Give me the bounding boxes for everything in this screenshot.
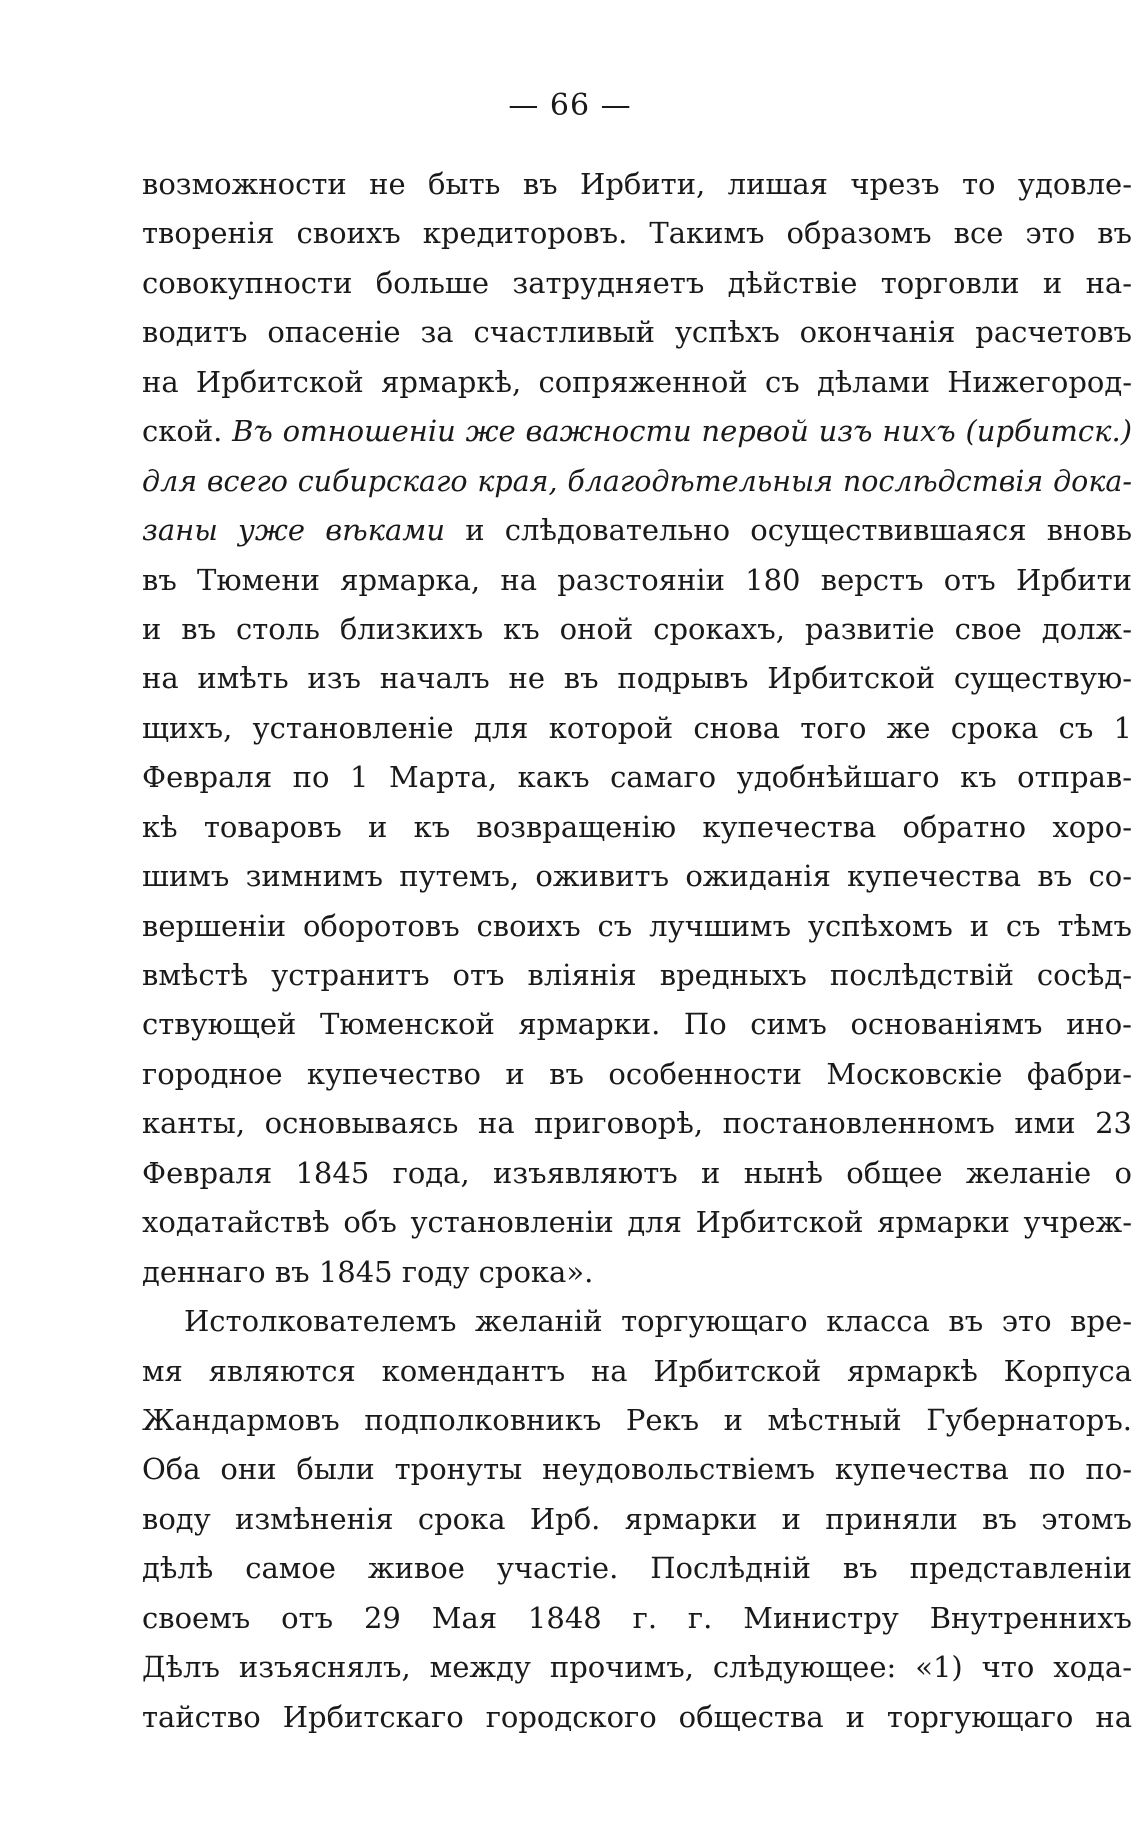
text-line: на Ирбитской ярмаркѣ, сопряженной съ дѣлами Нижегород-	[142, 364, 1132, 399]
text-line: канты, основываясь на приговорѣ, постановленномъ ими 23	[142, 1106, 1132, 1141]
text-run: ской.	[142, 414, 233, 449]
body-text	[142, 160, 1132, 1742]
text-line: Оба они были тронуты неудовольствіемъ купечества по по-	[142, 1452, 1132, 1487]
text-line: Февраля по 1 Марта, какъ самаго удобнѣйшаго къ отправ-	[142, 760, 1132, 795]
text-line: на имѣть изъ началъ не въ подрывъ Ирбитской существую-	[142, 661, 1132, 696]
text-line: своемъ отъ 29 Мая 1848 г. г. Министру Внутреннихъ	[142, 1600, 1132, 1635]
text-line: Февраля 1845 года, изъявляютъ и нынѣ общее желаніе о	[142, 1155, 1132, 1190]
text-line: и въ столь близкихъ къ оной срокахъ, развитіе свое долж-	[142, 611, 1132, 646]
italic-run: заны уже вѣками	[142, 513, 446, 548]
text-line: дѣлѣ самое живое участіе. Послѣдній въ представленіи	[142, 1551, 1132, 1586]
paragraph	[142, 1297, 1132, 1742]
text-line: въ Тюмени ярмарка, на разстояніи 180 верстъ отъ Ирбити	[142, 562, 1132, 597]
text-line: Дѣлъ изъяснялъ, между прочимъ, слѣдующее: «1) что хода-	[142, 1650, 1132, 1685]
text-line: Жандармовъ подполковникъ Рекъ и мѣстный Губернаторъ.	[142, 1402, 1132, 1437]
text-line: тайство Ирбитскаго городского общества и торгующаго на	[142, 1699, 1132, 1734]
text-line: водитъ опасеніе за счастливый успѣхъ окончанія расчетовъ	[142, 315, 1132, 350]
page-number: — 66 —	[508, 88, 632, 123]
text-run: и слѣдовательно осуществившаяся вновь	[445, 513, 1132, 548]
text-line: Истолкователемъ желаній торгующаго класса въ это вре-	[184, 1304, 1132, 1339]
text-line: кѣ товаровъ и къ возвращенію купечества обратно хоро-	[142, 809, 1132, 844]
text-line: совокупности больше затрудняетъ дѣйствіе торговли и на-	[142, 265, 1132, 300]
text-line: мя являются комендантъ на Ирбитской ярмаркѣ Корпуса	[142, 1353, 1132, 1388]
text-line: творенія своихъ кредиторовъ. Такимъ образомъ все это въ	[142, 216, 1132, 251]
text-line: городное купечество и въ особенности Московскіе фабри-	[142, 1056, 1132, 1091]
text-line: вмѣстѣ устранитъ отъ вліянія вредныхъ послѣдствій сосѣд-	[142, 958, 1132, 992]
text-line: шимъ зимнимъ путемъ, оживитъ ожиданія купечества въ со-	[142, 859, 1132, 894]
text-line: щихъ, установленіе для которой снова того же срока съ 1	[142, 710, 1132, 745]
text-line	[142, 506, 1132, 555]
text-line: ходатайствѣ объ установленіи для Ирбитской ярмарки учреж-	[142, 1205, 1132, 1240]
paragraph	[142, 160, 1132, 1297]
text-line: вершеніи оборотовъ своихъ съ лучшимъ успѣхомъ и съ тѣмъ	[142, 908, 1132, 943]
text-line	[142, 407, 1132, 456]
text-line: возможности не быть въ Ирбити, лишая чрезъ то удовле-	[142, 167, 1132, 201]
italic-run: Въ отношеніи же важности первой изъ нихъ (ирбитск.)	[232, 414, 1133, 449]
text-line: воду измѣненія срока Ирб. ярмарки и приняли въ этомъ	[142, 1501, 1132, 1536]
text-line: деннаго въ 1845 году срока».	[142, 1254, 594, 1289]
text-line: для всего сибирскаго края, благодѣтельныя послѣдствія дока-	[142, 464, 1132, 498]
text-line: ствующей Тюменской ярмарки. По симъ основаніямъ ино-	[142, 1007, 1132, 1042]
